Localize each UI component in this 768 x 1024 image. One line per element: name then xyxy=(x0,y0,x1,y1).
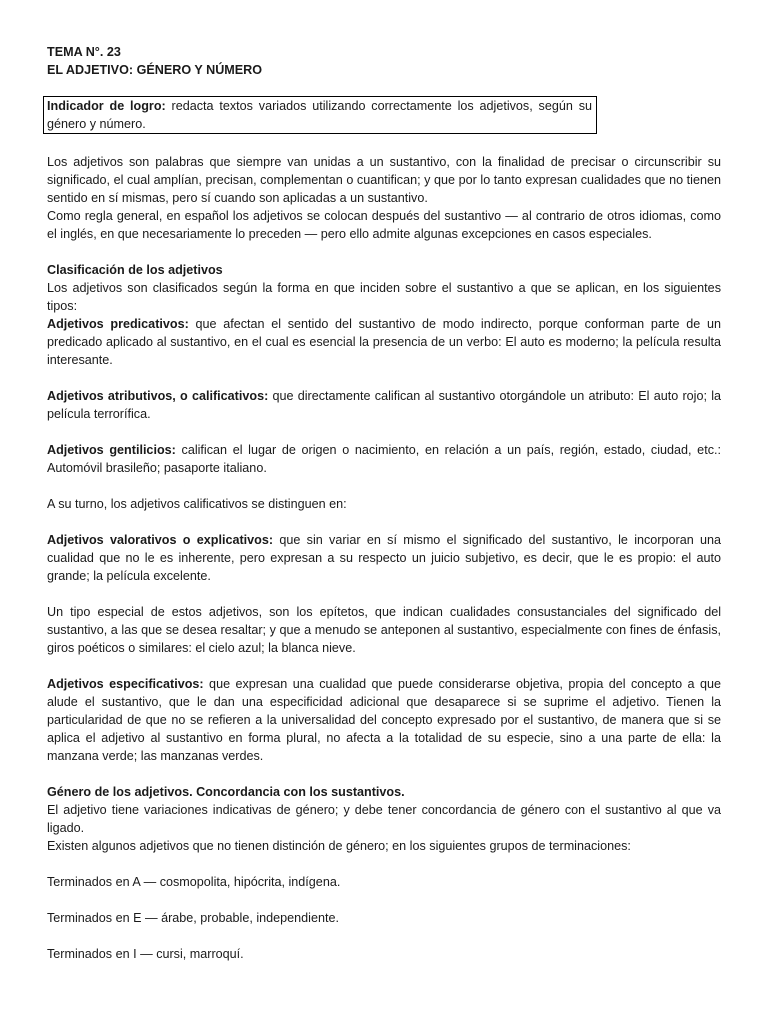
predicativos-text: que afectan el sentido del sustantivo de modo indirecto, porque conforman parte de un predicado aplicado al sustantivo, en el cual es esencial la presencia de un verbo: El auto es moderno; la película resulta interesante. xyxy=(47,317,721,367)
spacer xyxy=(47,243,721,261)
atributivos-paragraph xyxy=(47,387,721,423)
classification-heading: Clasificación de los adjetivos xyxy=(47,263,223,277)
valorativos-text: que sin variar en sí mismo el significado del sustantivo, le incorporan una cualidad que no le es inherente, pero expresan a su respecto un juicio subjetivo, es decir, que le es propio: el auto grande; la película excelente. xyxy=(47,533,722,583)
ending-e-line: Terminados en E — árabe, probable, independiente. xyxy=(47,911,339,925)
gender-heading: Género de los adjetivos. Concordancia con los sustantivos. xyxy=(47,785,405,799)
achievement-indicator-box xyxy=(43,96,597,134)
gender-paragraph-2: Existen algunos adjetivos que no tienen distinción de género; en los siguientes grupos de terminaciones: xyxy=(47,839,631,853)
gentilicios-paragraph xyxy=(47,441,721,477)
topic-number: TEMA N°. 23 xyxy=(47,45,121,59)
atributivos-text: que directamente califican al sustantivo otorgándole un atributo: El auto rojo; la película terrorífica. xyxy=(47,389,721,421)
page-title: EL ADJETIVO: GÉNERO Y NÚMERO xyxy=(47,63,263,77)
calificativos-intro: A su turno, los adjetivos calificativos se distinguen en: xyxy=(47,497,347,511)
classification-intro: Los adjetivos son clasificados según la forma en que inciden sobre el sustantivo a que se aplican, en los siguientes tipos: xyxy=(47,281,721,313)
valorativos-paragraph xyxy=(47,531,721,585)
spacer xyxy=(47,513,721,531)
spacer xyxy=(47,765,721,783)
ending-a-line: Terminados en A — cosmopolita, hipócrita, indígena. xyxy=(47,875,341,889)
gentilicios-text: califican el lugar de origen o nacimiento, en relación a un país, región, estado, ciudad, etc.: Automóvil brasileño; pasaporte italiano. xyxy=(47,443,721,475)
spacer xyxy=(47,657,721,675)
indicator-text: redacta textos variados utilizando correctamente los adjetivos, según su género y número. xyxy=(47,99,593,131)
valorativos-label: Adjetivos valorativos o explicativos: xyxy=(47,533,274,547)
atributivos-label: Adjetivos atributivos, o calificativos: xyxy=(47,389,269,403)
spacer xyxy=(47,369,721,387)
gender-paragraph-1: El adjetivo tiene variaciones indicativas de género; y debe tener concordancia de género con el sustantivo al que va ligado. xyxy=(47,803,721,835)
spacer xyxy=(47,585,721,603)
ending-i-line: Terminados en I — cursi, marroquí. xyxy=(47,947,244,961)
especificativos-text: que expresan una cualidad que puede considerarse objetiva, propia del concepto a que alude el sustantivo, que le dan una especificidad adicional que desaparece si se suprime el adjetivo. Tienen la particularidad de que no se refieren a la universalidad del concepto expresado por el sustantivo, de manera que si se aplica el adjetivo al sustantivo en forma plural, no afecta a la totalidad de su especie, sino a una parte de ella: la manzana verde; las manzanas verdes. xyxy=(47,677,721,763)
intro-paragraph-1: Los adjetivos son palabras que siempre van unidas a un sustantivo, con la finalidad de precisar o circunscribir su significado, el cual amplían, precisan, complementan o cuantifican; y que por lo tanto expresan cualidades que no tienen sentido en sí mismas, pero sí cuando son aplicadas a un sustantivo. xyxy=(47,155,721,205)
spacer xyxy=(47,423,721,441)
document-page xyxy=(47,43,721,963)
indicator-label: Indicador de logro: xyxy=(47,99,166,113)
spacer xyxy=(47,927,721,945)
gentilicios-label: Adjetivos gentilicios: xyxy=(47,443,176,457)
spacer xyxy=(47,477,721,495)
spacer xyxy=(47,891,721,909)
intro-paragraph-2: Como regla general, en español los adjetivos se colocan después del sustantivo — al contrario de otros idiomas, como el inglés, en que necesariamente lo preceden — pero ello admite algunas excepciones en casos especiales. xyxy=(47,209,721,241)
especificativos-paragraph xyxy=(47,675,721,765)
epitetos-paragraph: Un tipo especial de estos adjetivos, son los epítetos, que indican cualidades consustanciales del significado del sustantivo, a las que se desea resaltar; y que a menudo se anteponen al sustantivo, especialmente con fines de énfasis, giros poéticos o similares: el cielo azul; la blanca nieve. xyxy=(47,605,721,655)
predicativos-label: Adjetivos predicativos: xyxy=(47,317,189,331)
spacer xyxy=(47,855,721,873)
predicativos-paragraph xyxy=(47,315,721,369)
especificativos-label: Adjetivos especificativos: xyxy=(47,677,204,691)
